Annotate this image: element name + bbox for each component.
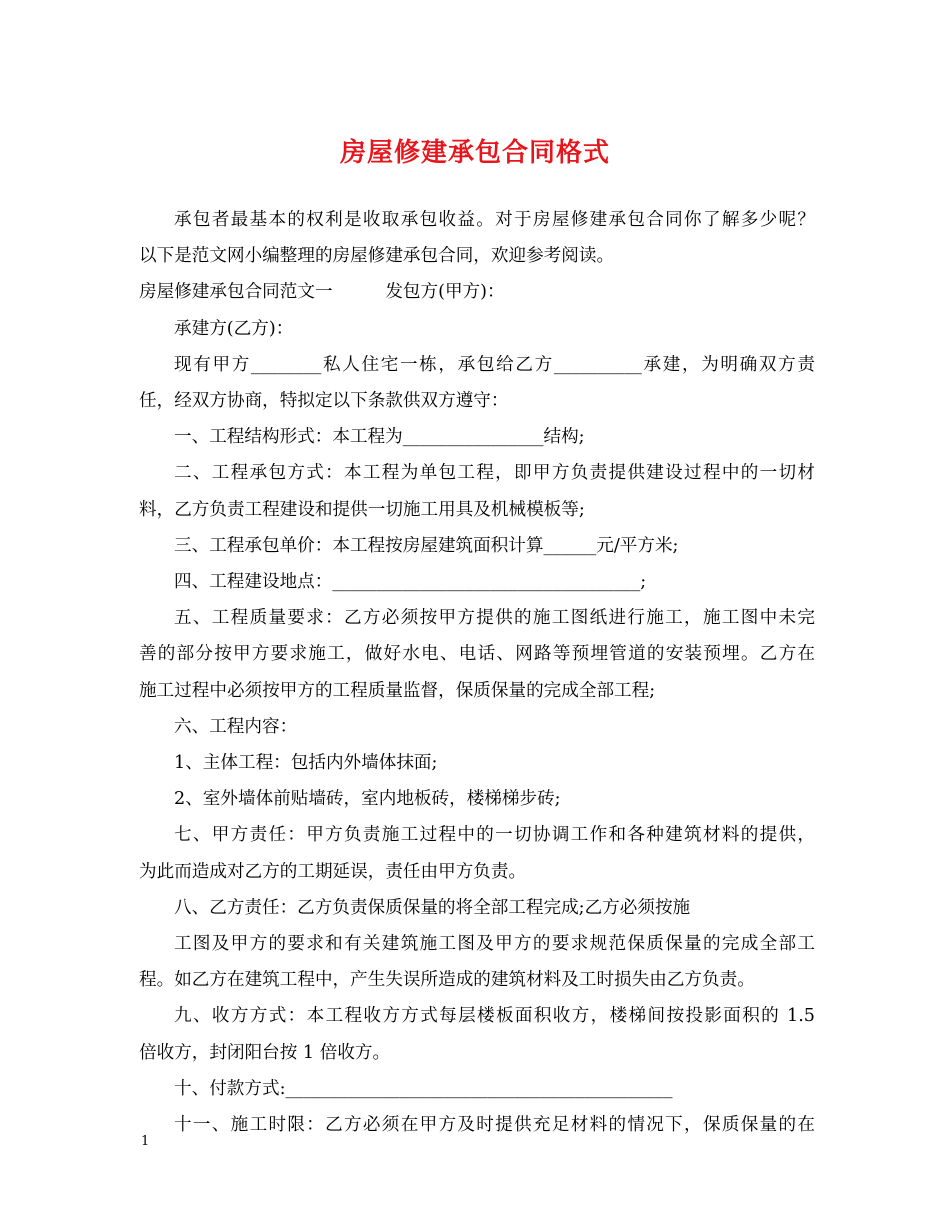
paragraph-line: 房屋修建承包合同范文一 发包方(甲方)： xyxy=(139,282,505,303)
paragraph-line: 七、甲方责任：甲方负责施工过程中的一切协调工作和各种建筑材料的提供， xyxy=(174,825,815,846)
paragraph-line: 六、工程内容： xyxy=(174,716,298,737)
paragraph-line: 十、付款方式:____________________________________________ xyxy=(174,1078,673,1099)
paragraph-line: 承建方(乙方)： xyxy=(174,318,294,339)
paragraph-line: 现有甲方________私人住宅一栋，承包给乙方__________承建，为明确双方责 xyxy=(174,354,815,375)
paragraph-line: 倍收方，封闭阳台按 1 倍收方。 xyxy=(139,1042,391,1063)
paragraph-line: 二、工程承包方式：本工程为单包工程，即甲方负责提供建设过程中的一切材 xyxy=(174,463,815,484)
paragraph-line: 一、工程结构形式：本工程为________________结构; xyxy=(174,427,585,448)
paragraph-line: 1、主体工程：包括内外墙体抹面; xyxy=(174,753,438,774)
paragraph-line: 四、工程建设地点：___________________________________; xyxy=(174,572,647,593)
document-title: 房屋修建承包合同格式 xyxy=(339,138,610,168)
paragraph-line: 以下是范文网小编整理的房屋修建承包合同，欢迎参考阅读。 xyxy=(139,246,615,267)
paragraph-line: 施工过程中必须按甲方的工程质量监督，保质保量的完成全部工程; xyxy=(139,680,656,701)
paragraph-line: 任，经双方协商，特拟定以下条款供双方遵守： xyxy=(139,391,509,412)
paragraph-line: 善的部分按甲方要求施工，做好水电、电话、网路等预埋管道的安装预埋。乙方在 xyxy=(139,644,815,665)
paragraph-line: 为此而造成对乙方的工期延误，责任由甲方负责。 xyxy=(139,861,527,882)
paragraph-line: 九、收方方式：本工程收方方式每层楼板面积收方，楼梯间按投影面积的 1.5 xyxy=(174,1006,815,1027)
paragraph-line: 五、工程质量要求：乙方必须按甲方提供的施工图纸进行施工，施工图中未完 xyxy=(174,608,815,629)
page-number: 1 xyxy=(141,1134,150,1149)
paragraph-line: 程。如乙方在建筑工程中，产生失误所造成的建筑材料及工时损失由乙方负责。 xyxy=(139,970,755,991)
paragraph-line: 料，乙方负责工程建设和提供一切施工用具及机械模板等; xyxy=(139,499,585,520)
document-body xyxy=(139,202,815,1143)
paragraph-line: 工图及甲方的要求和有关建筑施工图及甲方的要求规范保质保量的完成全部工 xyxy=(174,934,815,955)
paragraph-line: 2、室外墙体前贴墙砖，室内地板砖，楼梯梯步砖; xyxy=(174,789,561,810)
paragraph-line: 承包者最基本的权利是收取承包收益。对于房屋修建承包合同你了解多少呢？ xyxy=(174,210,815,230)
paragraph-line: 三、工程承包单价：本工程按房屋建筑面积计算______元/平方米; xyxy=(174,535,679,556)
paragraph-line: 八、乙方责任：乙方负责保质保量的将全部工程完成;乙方必须按施 xyxy=(174,897,691,918)
paragraph-line: 十一、施工时限：乙方必须在甲方及时提供充足材料的情况下，保质保量的在 xyxy=(174,1115,815,1136)
